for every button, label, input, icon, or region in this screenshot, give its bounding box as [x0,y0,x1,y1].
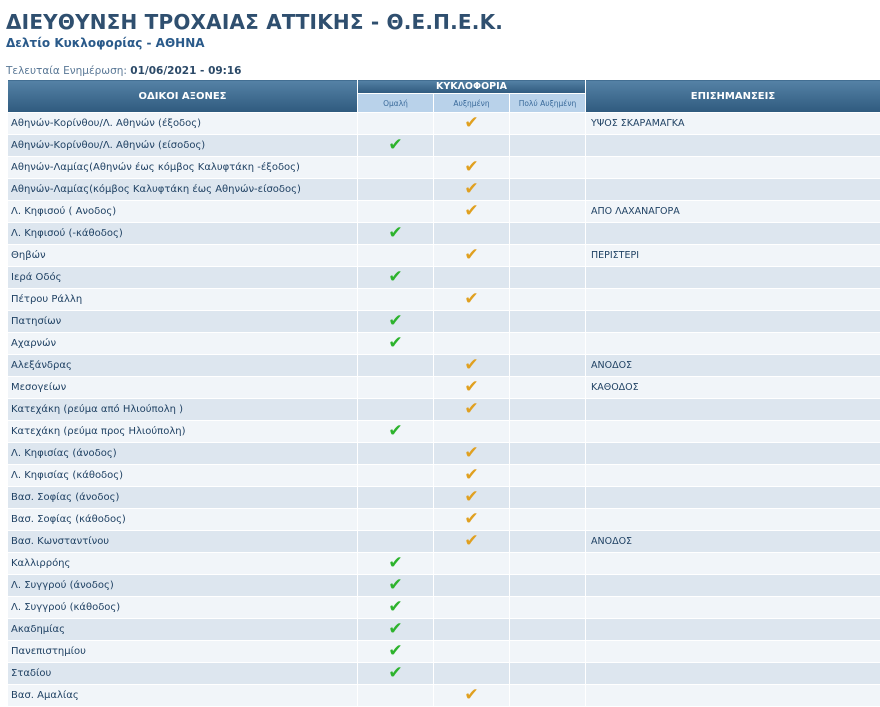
road-note [586,399,880,421]
traffic-level-cell [358,157,434,179]
green-check-icon: ✔ [388,223,403,243]
table-row [8,113,880,135]
traffic-level-cell [434,135,510,157]
orange-check-icon: ✔ [464,157,479,177]
road-note [586,597,880,619]
road-name: Λ. Κηφισίας (άνοδος) [8,443,358,465]
traffic-level-cell [358,377,434,399]
traffic-level-cell [358,641,434,663]
traffic-level-cell [510,377,586,399]
traffic-level-cell [510,421,586,443]
road-name: Μεσογείων [8,377,358,399]
traffic-level-cell [434,113,510,135]
green-check-icon: ✔ [388,267,403,287]
traffic-level-cell [510,553,586,575]
table-row [8,377,880,399]
traffic-level-cell [510,575,586,597]
header-traffic: ΚΥΚΛΟΦΟΡΙΑ [358,80,586,94]
table-row [8,575,880,597]
table-row [8,179,880,201]
traffic-level-cell [510,509,586,531]
road-note [586,223,880,245]
traffic-level-cell [434,311,510,333]
traffic-level-cell [358,179,434,201]
table-row [8,245,880,267]
traffic-level-cell [358,597,434,619]
green-check-icon: ✔ [388,575,403,595]
traffic-level-cell [434,487,510,509]
road-name: Ιερά Οδός [8,267,358,289]
road-note: ΑΝΟΔΟΣ [586,531,880,553]
road-note [586,179,880,201]
road-note: ΠΕΡΙΣΤΕΡΙ [586,245,880,267]
table-row [8,531,880,553]
traffic-level-cell [434,289,510,311]
traffic-level-cell [510,135,586,157]
traffic-level-cell [358,509,434,531]
traffic-level-cell [358,399,434,421]
road-note [586,509,880,531]
traffic-level-cell [434,531,510,553]
last-updated-value: 01/06/2021 - 09:16 [130,65,242,77]
orange-check-icon: ✔ [464,399,479,419]
traffic-level-cell [358,289,434,311]
road-note [586,641,880,663]
green-check-icon: ✔ [388,663,403,683]
traffic-level-cell [510,267,586,289]
traffic-level-cell [510,245,586,267]
traffic-level-cell [434,333,510,355]
road-name: Αθηνών-Κορίνθου/Λ. Αθηνών (είσοδος) [8,135,358,157]
traffic-level-cell [358,113,434,135]
road-name: Λ. Κηφισίας (κάθοδος) [8,465,358,487]
orange-check-icon: ✔ [464,509,479,529]
traffic-level-cell [434,685,510,707]
traffic-level-cell [358,443,434,465]
traffic-level-cell [510,289,586,311]
table-row [8,553,880,575]
traffic-level-cell [358,575,434,597]
road-name: Πατησίων [8,311,358,333]
road-name: Αθηνών-Λαμίας(Αθηνών έως κόμβος Καλυφτάκη -έξοδος) [8,157,358,179]
page-subtitle: Δελτίο Κυκλοφορίας - ΑΘΗΝΑ [6,36,205,50]
traffic-level-cell [434,553,510,575]
traffic-level-cell [358,553,434,575]
road-note: ΚΑΘΟΔΟΣ [586,377,880,399]
traffic-level-cell [434,157,510,179]
table-row [8,663,880,685]
traffic-level-cell [358,135,434,157]
traffic-level-cell [510,179,586,201]
traffic-level-cell [358,223,434,245]
road-note: ΥΨΟΣ ΣΚΑΡΑΜΑΓΚΑ [586,113,880,135]
traffic-level-cell [434,575,510,597]
table-row [8,597,880,619]
road-name: Βασ. Κωνσταντίνου [8,531,358,553]
orange-check-icon: ✔ [464,531,479,551]
traffic-table [7,79,880,707]
road-note [586,267,880,289]
road-name: Πανεπιστημίου [8,641,358,663]
table-row [8,333,880,355]
table-row [8,355,880,377]
traffic-level-cell [510,641,586,663]
traffic-level-cell [358,421,434,443]
table-row [8,223,880,245]
table-row [8,685,880,707]
road-name: Καλλιρρόης [8,553,358,575]
traffic-level-cell [358,355,434,377]
road-note [586,443,880,465]
road-note [586,135,880,157]
traffic-level-cell [434,399,510,421]
green-check-icon: ✔ [388,553,403,573]
table-row [8,487,880,509]
road-name: Λ. Συγγρού (κάθοδος) [8,597,358,619]
orange-check-icon: ✔ [464,443,479,463]
traffic-level-cell [434,443,510,465]
traffic-level-cell [434,663,510,685]
traffic-level-cell [358,531,434,553]
traffic-level-cell [510,157,586,179]
traffic-level-cell [358,487,434,509]
table-row [8,135,880,157]
traffic-level-cell [434,465,510,487]
road-name: Κατεχάκη (ρεύμα από Ηλιούπολη ) [8,399,358,421]
traffic-level-cell [434,619,510,641]
green-check-icon: ✔ [388,597,403,617]
road-name: Λ. Συγγρού (άνοδος) [8,575,358,597]
green-check-icon: ✔ [388,641,403,661]
road-note [586,663,880,685]
road-note: ΑΝΟΔΟΣ [586,355,880,377]
table-row [8,289,880,311]
traffic-level-cell [510,355,586,377]
table-row [8,465,880,487]
road-note [586,487,880,509]
road-note [586,157,880,179]
orange-check-icon: ✔ [464,377,479,397]
road-name: Βασ. Αμαλίας [8,685,358,707]
table-row [8,509,880,531]
traffic-level-cell [434,355,510,377]
road-note: ΑΠΟ ΛΑΧΑΝΑΓΟΡΑ [586,201,880,223]
table-row [8,619,880,641]
header-level-normal: Ομαλή [358,94,434,113]
road-name: Αθηνών-Κορίνθου/Λ. Αθηνών (έξοδος) [8,113,358,135]
traffic-level-cell [358,311,434,333]
green-check-icon: ✔ [388,311,403,331]
road-name: Θηβών [8,245,358,267]
traffic-level-cell [510,531,586,553]
road-name: Αθηνών-Λαμίας(κόμβος Καλυφτάκη έως Αθηνών-είσοδος) [8,179,358,201]
orange-check-icon: ✔ [464,465,479,485]
traffic-level-cell [510,333,586,355]
last-updated-label: Τελευταία Ενημέρωση: [6,65,127,77]
traffic-level-cell [434,641,510,663]
road-note [586,553,880,575]
header-notes: ΕΠΙΣΗΜΑΝΣΕΙΣ [586,80,880,113]
orange-check-icon: ✔ [464,179,479,199]
traffic-level-cell [510,663,586,685]
traffic-level-cell [510,399,586,421]
green-check-icon: ✔ [388,135,403,155]
traffic-level-cell [434,201,510,223]
orange-check-icon: ✔ [464,245,479,265]
traffic-level-cell [510,597,586,619]
traffic-level-cell [358,201,434,223]
road-note [586,333,880,355]
traffic-level-cell [434,597,510,619]
green-check-icon: ✔ [388,333,403,353]
orange-check-icon: ✔ [464,685,479,705]
table-row [8,399,880,421]
road-name: Πέτρου Ράλλη [8,289,358,311]
table-row [8,421,880,443]
road-note [586,619,880,641]
traffic-level-cell [434,223,510,245]
page-title: ΔΙΕΥΘΥΝΣΗ ΤΡΟΧΑΙΑΣ ΑΤΤΙΚΗΣ - Θ.Ε.Π.Ε.Κ. [6,10,504,34]
traffic-table-body [8,113,880,707]
traffic-level-cell [434,245,510,267]
orange-check-icon: ✔ [464,201,479,221]
road-name: Βασ. Σοφίας (άνοδος) [8,487,358,509]
traffic-level-cell [434,267,510,289]
header-roads: ΟΔΙΚΟΙ ΑΞΟΝΕΣ [8,80,358,113]
traffic-level-cell [358,663,434,685]
traffic-level-cell [510,113,586,135]
traffic-level-cell [358,333,434,355]
road-note [586,575,880,597]
road-note [586,465,880,487]
road-name: Κατεχάκη (ρεύμα προς Ηλιούπολη) [8,421,358,443]
road-note [586,289,880,311]
road-name: Βασ. Σοφίας (κάθοδος) [8,509,358,531]
traffic-level-cell [510,685,586,707]
road-name: Ακαδημίας [8,619,358,641]
road-note [586,685,880,707]
traffic-level-cell [358,619,434,641]
traffic-level-cell [358,267,434,289]
traffic-level-cell [510,487,586,509]
traffic-level-cell [510,619,586,641]
traffic-level-cell [358,465,434,487]
orange-check-icon: ✔ [464,487,479,507]
traffic-level-cell [510,223,586,245]
road-name: Αλεξάνδρας [8,355,358,377]
header-level-increased: Αυξημένη [434,94,510,113]
road-note [586,311,880,333]
traffic-level-cell [358,245,434,267]
table-row [8,157,880,179]
orange-check-icon: ✔ [464,289,479,309]
traffic-level-cell [434,421,510,443]
orange-check-icon: ✔ [464,113,479,133]
green-check-icon: ✔ [388,619,403,639]
green-check-icon: ✔ [388,421,403,441]
traffic-level-cell [434,377,510,399]
road-name: Σταδίου [8,663,358,685]
last-updated [6,65,242,77]
traffic-level-cell [510,311,586,333]
traffic-level-cell [510,443,586,465]
road-note [586,421,880,443]
header-level-very-increased: Πολύ Αυξημένη [510,94,586,113]
traffic-level-cell [510,465,586,487]
orange-check-icon: ✔ [464,355,479,375]
traffic-level-cell [358,685,434,707]
road-name: Λ. Κηφισού (-κάθοδος) [8,223,358,245]
table-row [8,201,880,223]
traffic-level-cell [510,201,586,223]
road-name: Λ. Κηφισού ( Ανοδος) [8,201,358,223]
table-row [8,311,880,333]
table-row [8,443,880,465]
road-name: Αχαρνών [8,333,358,355]
table-row [8,641,880,663]
table-row [8,267,880,289]
traffic-level-cell [434,179,510,201]
traffic-level-cell [434,509,510,531]
